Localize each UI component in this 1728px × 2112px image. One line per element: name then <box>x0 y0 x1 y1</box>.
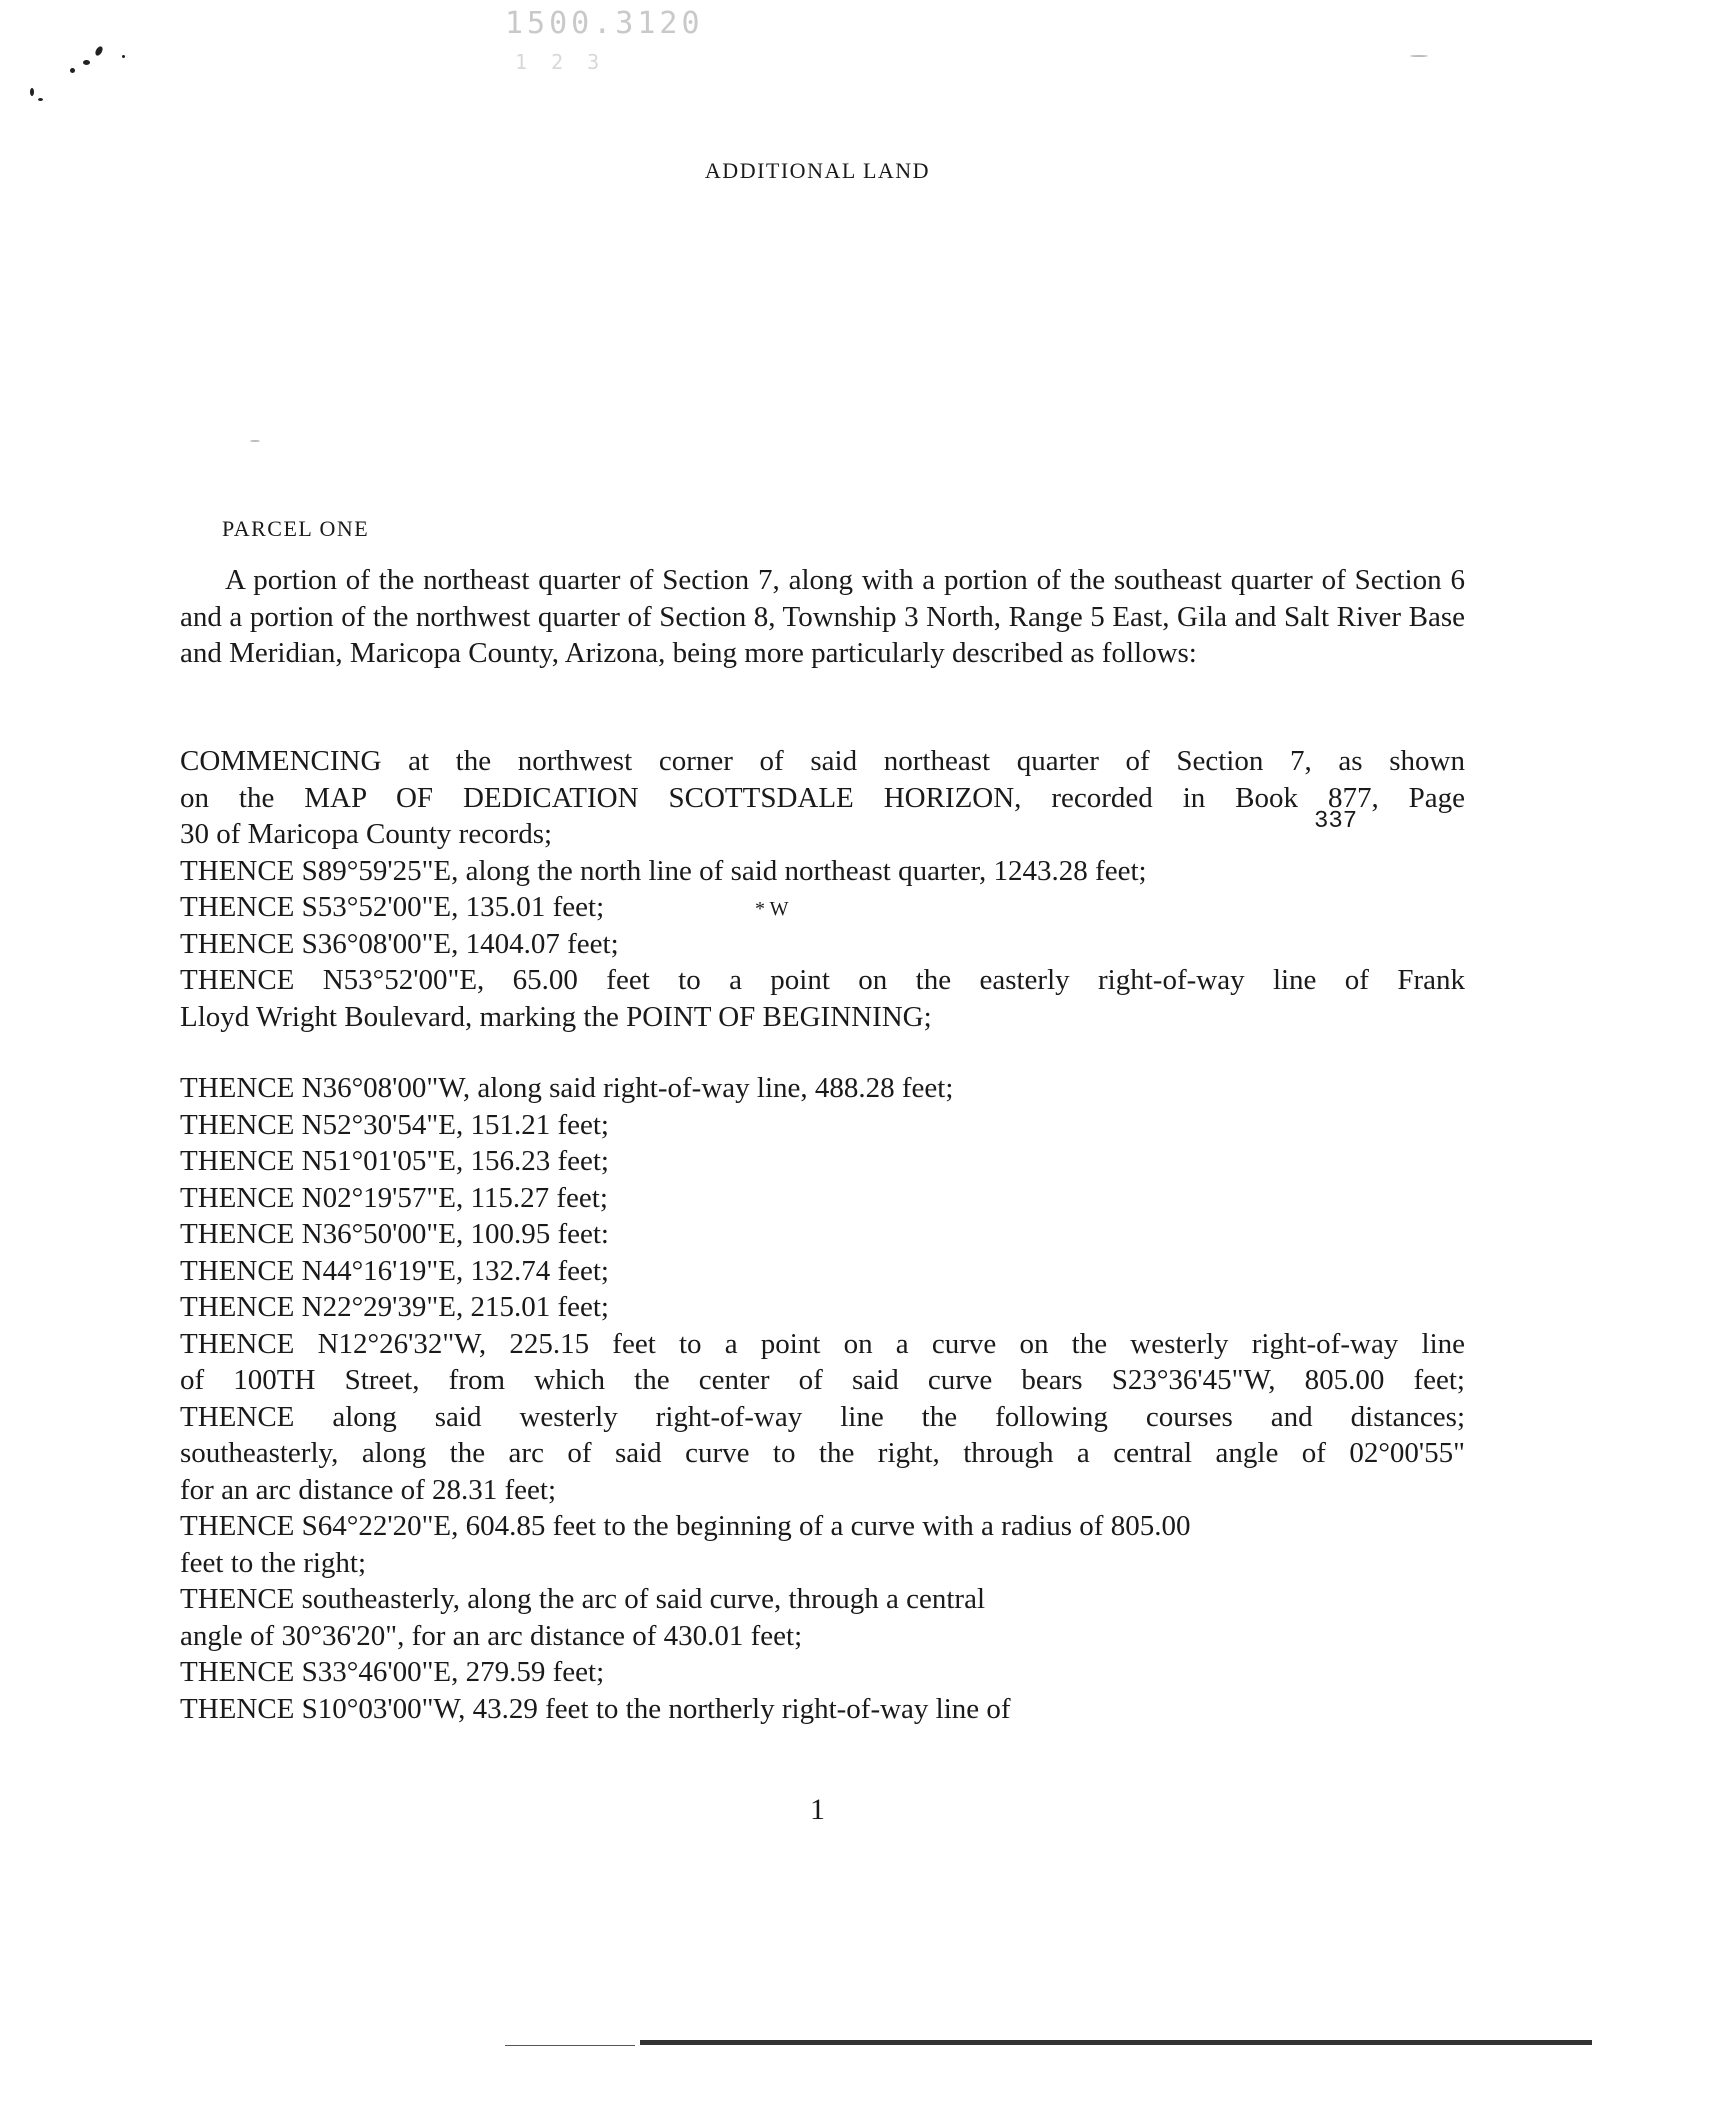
scan-speck <box>94 45 104 57</box>
legal-line: southeasterly, along the arc of said curve to the right, through a central angle of 02°00'55" <box>180 1437 1465 1469</box>
legal-line: Lloyd Wright Boulevard, marking the POINT OF BEGINNING; <box>180 1000 932 1033</box>
legal-line: angle of 30°36'20", for an arc distance of 430.01 feet; <box>180 1619 803 1652</box>
legal-line: of 100TH Street, from which the center of said curve bears S23°36'45"W, 805.00 feet; <box>180 1364 1465 1396</box>
legal-line: THENCE N12°26'32"W, 225.15 feet to a point on a curve on the westerly right-of-way line <box>180 1327 1465 1360</box>
legal-line: THENCE N36°08'00"W, along said right-of-way line, 488.28 feet; <box>180 1072 954 1104</box>
courses-section <box>180 1070 1465 1727</box>
legal-line: THENCE S64°22'20"E, 604.85 feet to the beginning of a curve with a radius of 805.00 <box>180 1510 1191 1542</box>
intro-paragraph: A portion of the northeast quarter of Section 7, along with a portion of the southeast quarter of Section 6 and a portion of the northwest quarter of Section 8, Township 3 North, Range 5 East, Gila and Salt River Base and Meridian, Maricopa County, Arizona, being more particularly described as follows: <box>180 564 1465 669</box>
scan-speck <box>70 68 75 73</box>
legal-line: THENCE N44°16'19"E, 132.74 feet; <box>180 1254 609 1287</box>
legal-line: for an arc distance of 28.31 feet; <box>180 1473 557 1506</box>
legal-line: COMMENCING at the northwest corner of said northeast quarter of Section 7, as shown <box>180 745 1465 777</box>
footer-rule-thin <box>505 2045 635 2046</box>
legal-line: on the MAP OF DEDICATION SCOTTSDALE HORIZON, recorded in Book 877, Page <box>180 781 1465 814</box>
handwritten-book-correction: 337 <box>1314 808 1358 835</box>
legal-line: THENCE N52°30'54"E, 151.21 feet; <box>180 1108 609 1141</box>
scan-speck <box>1410 55 1428 57</box>
legal-line: THENCE N36°50'00"E, 100.95 feet: <box>180 1218 609 1250</box>
handwritten-bearing-correction: * W <box>755 898 789 920</box>
legal-line: THENCE N53°52'00"E, 65.00 feet to a point on the easterly right-of-way line of Frank <box>180 964 1465 996</box>
legal-line: THENCE S10°03'00"W, 43.29 feet to the northerly right-of-way line of <box>180 1692 1011 1725</box>
legal-line: feet to the right; <box>180 1546 367 1579</box>
footer-rule-thick <box>640 2040 1592 2045</box>
legal-line: THENCE N51°01'05"E, 156.23 feet; <box>180 1145 609 1177</box>
legal-line: THENCE along said westerly right-of-way line the following courses and distances; <box>180 1400 1465 1433</box>
legal-line: 30 of Maricopa County records; <box>180 818 553 850</box>
scan-speck <box>38 98 43 101</box>
recording-stamp: 1500.3120 <box>505 6 704 41</box>
document-heading: ADDITIONAL LAND <box>704 158 931 183</box>
legal-line: THENCE S89°59'25"E, along the north line of said northeast quarter, 1243.28 feet; <box>180 854 1147 887</box>
recording-stamp-sub: 1 2 3 <box>515 50 606 74</box>
legal-line: THENCE N22°29'39"E, 215.01 feet; <box>180 1291 609 1323</box>
scan-speck <box>122 55 125 58</box>
scan-speck <box>83 60 90 65</box>
legal-line: THENCE S33°46'00"E, 279.59 feet; <box>180 1656 605 1688</box>
legal-line: THENCE S53°52'00"E, 135.01 feet; <box>180 891 605 923</box>
parcel-label: PARCEL ONE <box>222 516 370 541</box>
commencing-section <box>180 743 1465 1035</box>
page-number: 1 <box>810 1793 825 1826</box>
legal-line: THENCE N02°19'57"E, 115.27 feet; <box>180 1181 608 1214</box>
scan-speck <box>30 88 34 96</box>
legal-line: THENCE S36°08'00"E, 1404.07 feet; <box>180 927 619 960</box>
legal-line: THENCE southeasterly, along the arc of said curve, through a central <box>180 1583 986 1615</box>
scan-speck <box>250 440 260 442</box>
